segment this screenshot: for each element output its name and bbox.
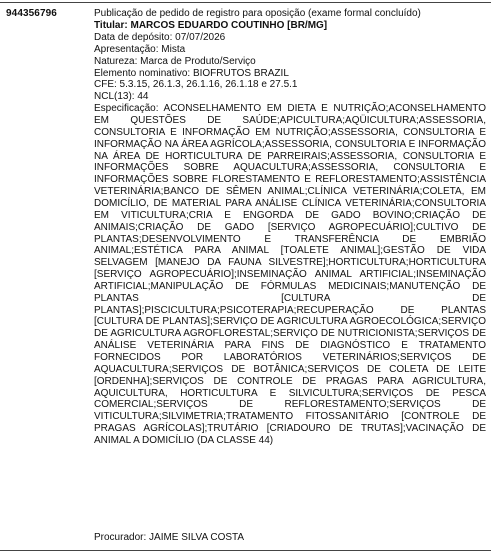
process-number: 944356796 (6, 8, 57, 19)
ncl-line: NCL(13): 44 (94, 91, 149, 103)
cfe-line: CFE: 5.3.15, 26.1.3, 26.1.16, 26.1.18 e 27.5.1 (94, 79, 298, 91)
dispatch-text: Publicação de pedido de registro para oposição (exame formal concluído) (94, 8, 421, 19)
deposit-date-line: Data de depósito: 07/07/2026 (94, 31, 226, 43)
nominative-element-line: Elemento nominativo: BIOFRUTOS BRAZIL (94, 67, 289, 79)
top-divider (0, 2, 491, 3)
titular-line: Titular: MARCOS EDUARDO COUTINHO [BR/MG] (94, 19, 328, 31)
nature-line: Natureza: Marca de Produto/Serviço (94, 55, 256, 67)
publication-entry (94, 8, 486, 447)
bottom-divider (0, 550, 491, 551)
specification-text: Especificação: ACONSELHAMENTO EM DIETA E NUTRIÇÃO;ACONSELHAMENTO EM QUESTÕES DE SAÚDE;APICULTURA;AQÜICULTURA;ASSESSORIA, CONSULTORIA E INFORMAÇÃO EM NUTRIÇÃO;ASSESSORIA, CONSULTORIA E INFORMAÇÃO NA ÁREA AGRÍCOLA;ASSESSORIA, CONSULTORIA E INFORMAÇÃO NA ÁREA DE HORTICULTURA DE PARREIRAIS;ASSESSORIA, CONSULTORIA E INFORMAÇÕES SOBRE AQUACULTURA;ASSESSORIA, CONSULTORIA E INFORMAÇÕES SOBRE FLORESTAMENTO E REFLORESTAMENTO;ASSISTÊNCIA VETERINÁRIA;BANCO DE SÊMEN ANIMAL;CLÍNICA VETERINÁRIA;COLETA, EM DOMICÍLIO, DE MATERIAL PARA ANÁLISE CLÍNICA VETERINÁRIA;CONSULTORIA EM VITICULTURA;CRIA E ENGORDA DE GADO BOVINO;CRIAÇÃO DE ANIMAIS;CRIAÇÃO DE GADO [SERVIÇO AGROPECUÁRIO];CULTIVO DE PLANTAS;DESENVOLVIMENTO E TRANSFERÊNCIA DE EMBRIÃO ANIMAL;ESTÉTICA PARA ANIMAL [TOALETE ANIMAL];GESTÃO DE VIDA SELVAGEM [MANEJO DA FAUNA SILVESTRE];HORTICULTURA;HORTICULTURA [SERVIÇO AGROPECUÁRIO];INSEMINAÇÃO ANIMAL ARTIFICIAL;INSEMINAÇÃO ARTIFICIAL;MANIPULAÇÃO DE FÓRMULAS MEDICINAIS;MANUTENÇÃO DE PLANTAS [CULTURA DE PLANTAS];PISCICULTURA;PSICOTERAPIA;RECUPERAÇÃO DE PLANTAS [CULTURA DE PLANTAS];SERVIÇO DE AGRICULTURA AGROECOLÓGICA;SERVIÇO DE AGRICULTURA AGROFLORESTAL;SERVIÇO DE NUTRICIONISTA;SERVIÇOS DE ANÁLISE VETERINÁRIA PARA FINS DE DIAGNÓSTICO E TRATAMENTO FORNECIDOS POR LABORATÓRIOS VETERINÁRIOS;SERVIÇOS DE AQUACULTURA;SERVIÇOS DE BOTÂNICA;SERVIÇOS DE COLETA DE LEITE [ORDENHA];SERVIÇOS DE CONTROLE DE PRAGAS PARA AGRICULTURA, AQUICULTURA, HORTICULTURA E SILVICULTURA;SERVIÇOS DE PESCA COMERCIAL;SERVIÇOS DE REFLORESTAMENTO;SERVIÇOS DE VITICULTURA;SILVIMETRIA;TRATAMENTO FITOSSANITÁRIO [CONTROLE DE PRAGAS AGRÍCOLAS];TRUTÁRIO [CRIADOURO DE TRUTAS];VACINAÇÃO DE ANIMAL A DOMICÍLIO (DA CLASSE 44) (94, 103, 486, 446)
presentation-line: Apresentação: Mista (94, 43, 186, 55)
procurador-line: Procurador: JAIME SILVA COSTA (94, 532, 245, 543)
